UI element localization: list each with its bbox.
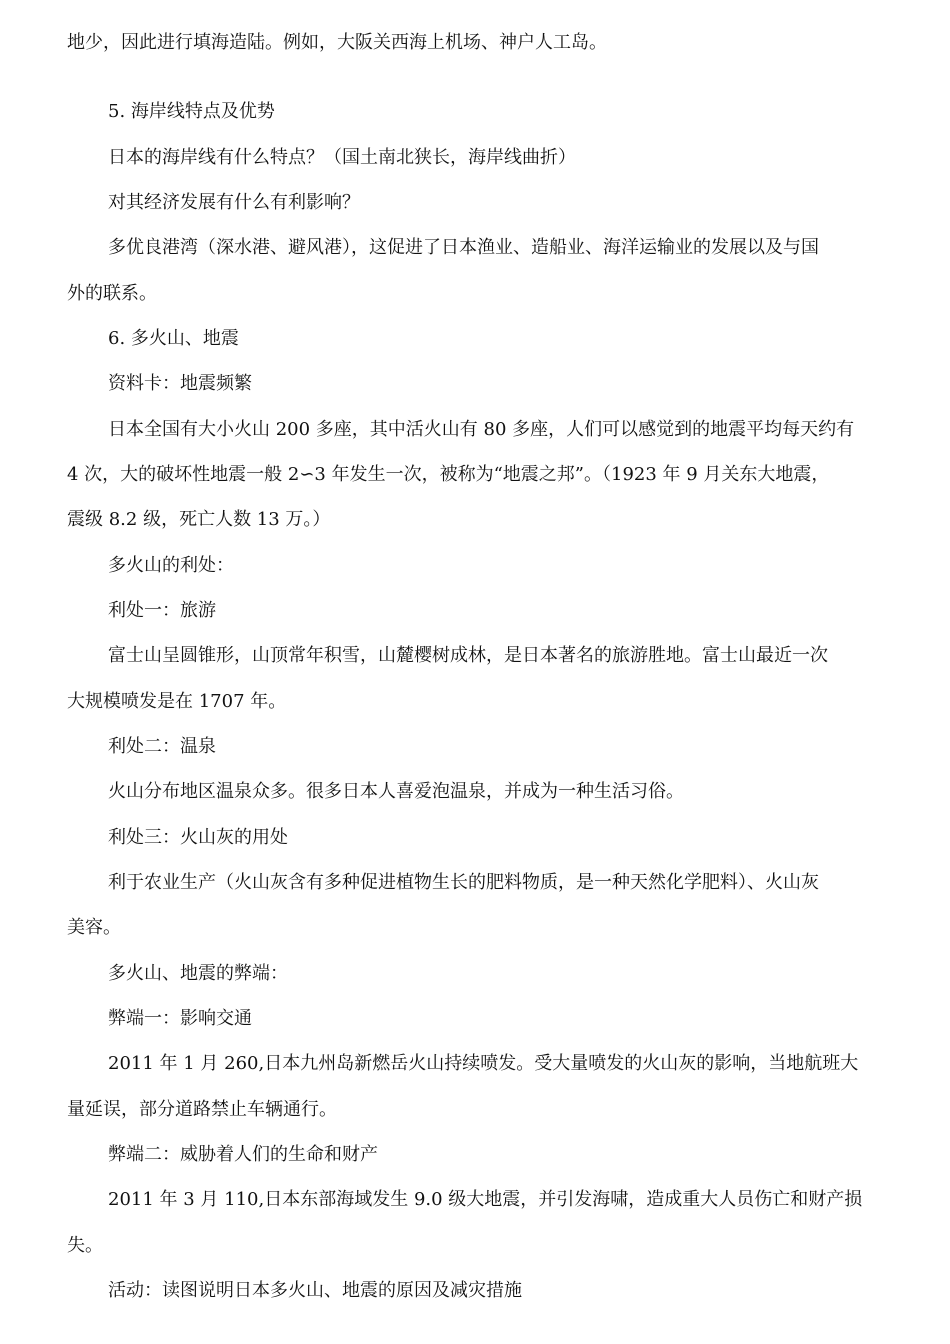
paragraph-line: 失。 <box>67 1235 103 1256</box>
paragraph-line: 大规模喷发是在 1707 年。 <box>67 691 287 712</box>
paragraph-line: 活动：读图说明日本多火山、地震的原因及减灾措施 <box>108 1280 522 1301</box>
paragraph-line: 日本全国有大小火山 200 多座，其中活火山有 80 多座，人们可以感觉到的地震平均每天约有 <box>108 419 855 440</box>
paragraph-line: 多火山、地震的弊端： <box>108 963 288 984</box>
paragraph-line: 富士山呈圆锥形，山顶常年积雪，山麓樱树成林，是日本著名的旅游胜地。富士山最近一次 <box>108 645 828 666</box>
paragraph-line: 利处一：旅游 <box>108 600 216 621</box>
paragraph-line: 利处二：温泉 <box>108 736 216 757</box>
paragraph-line: 4 次，大的破坏性地震一般 2∽3 年发生一次，被称为“地震之邦”。（1923 年 9 月关东大地震， <box>67 464 830 485</box>
paragraph-line: 火山分布地区温泉众多。很多日本人喜爱泡温泉，并成为一种生活习俗。 <box>108 781 684 802</box>
paragraph-line: 资料卡：地震频繁 <box>108 373 252 394</box>
paragraph-line: 量延误，部分道路禁止车辆通行。 <box>67 1099 337 1120</box>
section-heading-5: 5. 海岸线特点及优势 <box>108 101 275 122</box>
paragraph-line: 利于农业生产（火山灰含有多种促进植物生长的肥料物质，是一种天然化学肥料）、火山灰 <box>108 872 819 893</box>
section-heading-6: 6. 多火山、地震 <box>108 328 239 349</box>
paragraph-line: 多火山的利处： <box>108 555 234 576</box>
paragraph-line: 日本的海岸线有什么特点？（国土南北狭长，海岸线曲折） <box>108 147 576 168</box>
paragraph-line: 地少，因此进行填海造陆。例如，大阪关西海上机场、神户人工岛。 <box>67 32 607 53</box>
paragraph-line: 2011 年 1 月 260,日本九州岛新燃岳火山持续喷发。受大量喷发的火山灰的影响，当地航班大 <box>108 1053 859 1074</box>
paragraph-line: 2011 年 3 月 110,日本东部海域发生 9.0 级大地震，并引发海啸，造成重大人员伤亡和财产损 <box>108 1189 863 1210</box>
paragraph-line: 震级 8.2 级，死亡人数 13 万。） <box>67 509 331 530</box>
paragraph-line: 多优良港湾（深水港、避风港），这促进了日本渔业、造船业、海洋运输业的发展以及与国 <box>108 237 819 258</box>
paragraph-line: 弊端二：威胁着人们的生命和财产 <box>108 1144 378 1165</box>
paragraph-line: 美容。 <box>67 917 121 938</box>
paragraph-line: 对其经济发展有什么有利影响？ <box>108 192 360 213</box>
paragraph-line: 利处三：火山灰的用处 <box>108 827 288 848</box>
paragraph-line: 外的联系。 <box>67 283 157 304</box>
paragraph-line: 弊端一：影响交通 <box>108 1008 252 1029</box>
